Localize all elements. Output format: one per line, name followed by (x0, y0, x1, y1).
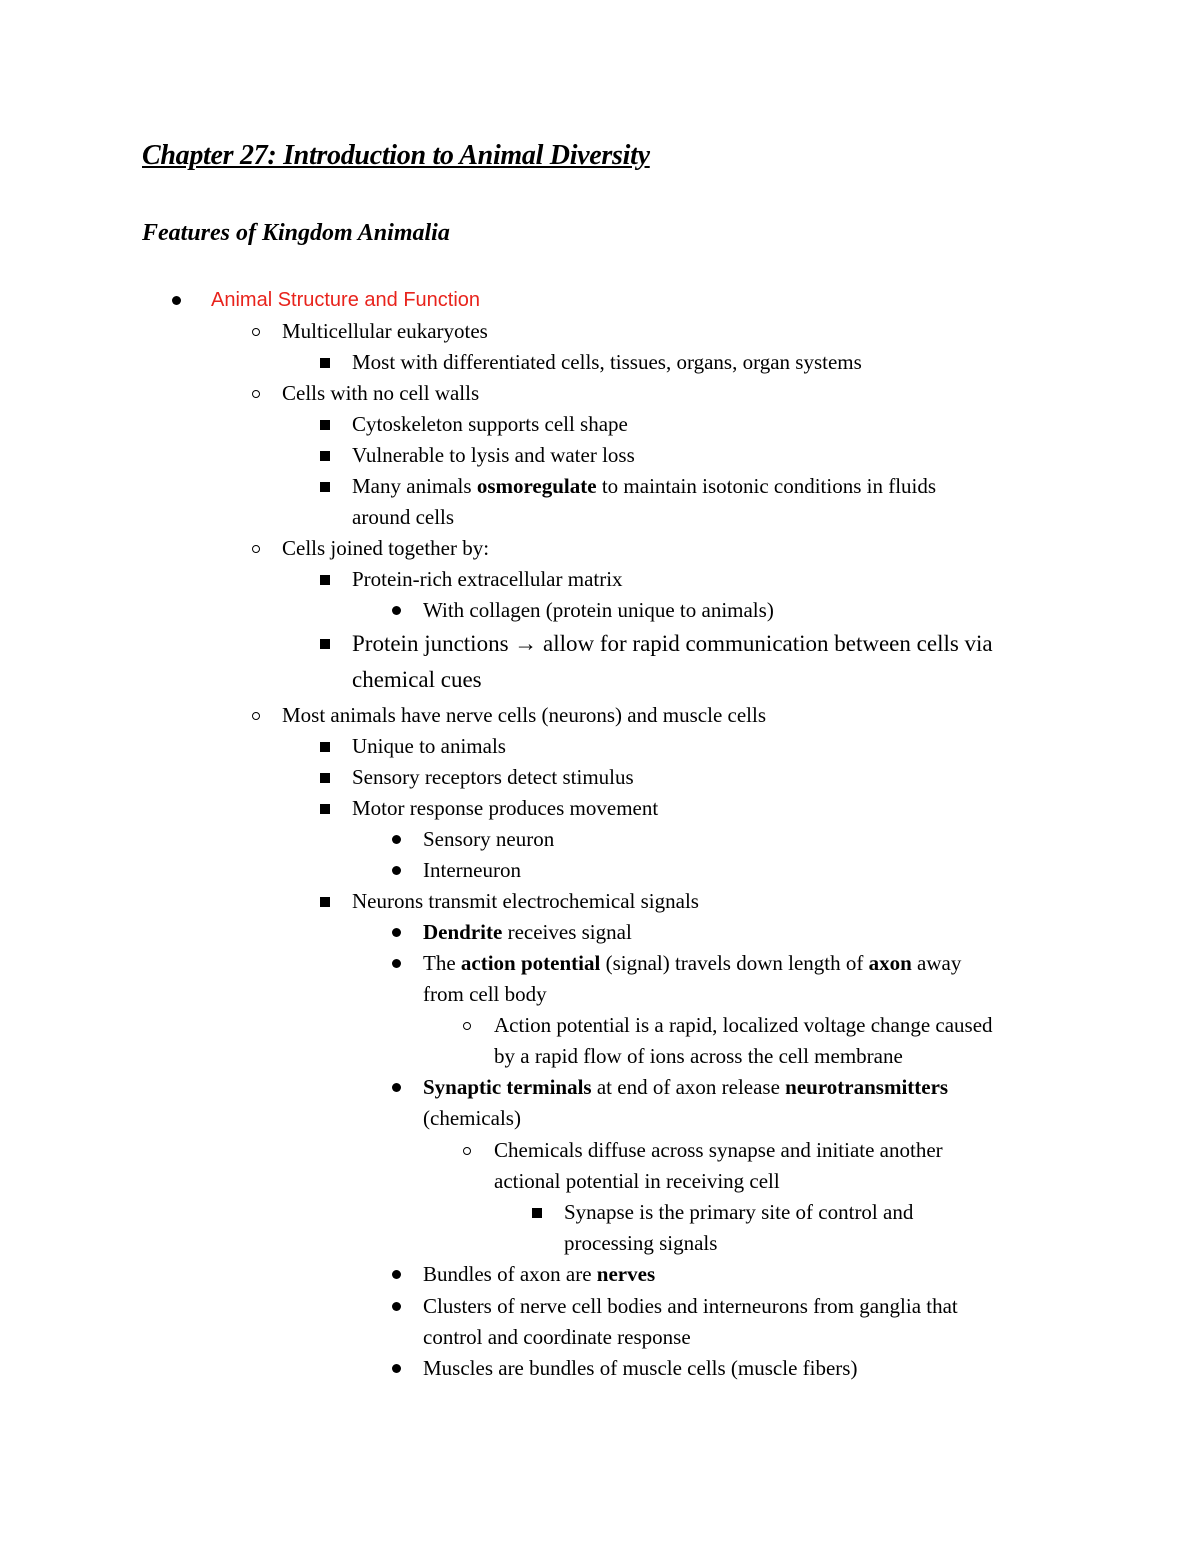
list-item: Cytoskeleton supports cell shape (352, 412, 628, 436)
bullet-square-icon (315, 793, 335, 824)
bullet-square-icon (315, 886, 335, 917)
bullet-square-icon (315, 762, 335, 793)
list-item: Unique to animals (352, 734, 506, 758)
bullet-circle-icon (457, 1135, 477, 1166)
list-item: Synaptic terminals at end of axon release neurotransmitters (423, 1075, 949, 1099)
bullet-square-icon (315, 731, 335, 762)
list-item: Dendrite receives signal (423, 920, 632, 944)
list-item: Most with differentiated cells, tissues, organs, organ systems (352, 350, 862, 374)
list-item: Clusters of nerve cell bodies and interneurons from ganglia that (423, 1294, 958, 1318)
list-item: Interneuron (423, 858, 521, 882)
bullet-circle-icon (457, 1010, 477, 1041)
chapter-title: Chapter 27: Introduction to Animal Diversity (142, 140, 650, 171)
list-item: Multicellular eukaryotes (282, 319, 488, 343)
list-item-continuation: control and coordinate response (423, 1325, 691, 1349)
list-item-continuation: actional potential in receiving cell (494, 1169, 780, 1193)
bullet-disc-icon (386, 855, 406, 886)
list-item: Synapse is the primary site of control and (564, 1200, 914, 1224)
bullet-circle-icon (246, 533, 266, 564)
list-item: Protein junctions → allow for rapid communication between cells via (352, 631, 993, 656)
list-item: Sensory neuron (423, 827, 555, 851)
list-item: Sensory receptors detect stimulus (352, 765, 634, 789)
bullet-square-icon (315, 440, 335, 471)
bullet-square-icon (527, 1197, 547, 1228)
list-item: Cells joined together by: (282, 536, 490, 560)
bullet-circle-icon (246, 316, 266, 347)
bullet-disc-icon (386, 595, 406, 626)
list-item: Bundles of axon are nerves (423, 1262, 656, 1286)
bullet-square-icon (315, 471, 335, 502)
bullet-disc-icon (386, 1259, 406, 1290)
bullet-square-icon (315, 409, 335, 440)
list-item: Motor response produces movement (352, 796, 659, 820)
bullet-disc-icon (386, 1072, 406, 1103)
list-item-continuation: processing signals (564, 1231, 718, 1255)
list-item-continuation: (chemicals) (423, 1106, 521, 1130)
list-item-continuation: chemical cues (352, 667, 482, 692)
bullet-square-icon (315, 564, 335, 595)
list-item: Most animals have nerve cells (neurons) and muscle cells (282, 703, 767, 727)
list-item: Cells with no cell walls (282, 381, 480, 405)
list-item: With collagen (protein unique to animals) (423, 598, 774, 622)
bullet-square-icon (315, 628, 335, 659)
bullet-disc-icon (386, 824, 406, 855)
bullet-disc-icon (166, 285, 186, 316)
list-item-continuation: around cells (352, 505, 455, 529)
list-item: Vulnerable to lysis and water loss (352, 443, 635, 467)
section-heading: Features of Kingdom Animalia (142, 220, 450, 246)
bullet-disc-icon (386, 917, 406, 948)
list-item: Protein-rich extracellular matrix (352, 567, 623, 591)
list-item: The action potential (signal) travels down length of axon away (423, 951, 962, 975)
list-item: Many animals osmoregulate to maintain isotonic conditions in fluids (352, 474, 937, 498)
list-item: Muscles are bundles of muscle cells (muscle fibers) (423, 1356, 858, 1380)
list-item: Action potential is a rapid, localized voltage change caused (494, 1013, 993, 1037)
bullet-disc-icon (386, 1291, 406, 1322)
list-item-continuation: from cell body (423, 982, 547, 1006)
list-item: Animal Structure and Function (211, 289, 481, 311)
bullet-disc-icon (386, 1353, 406, 1384)
list-item: Neurons transmit electrochemical signals (352, 889, 699, 913)
bullet-circle-icon (246, 700, 266, 731)
bullet-circle-icon (246, 378, 266, 409)
list-item-continuation: by a rapid flow of ions across the cell membrane (494, 1044, 903, 1068)
bullet-square-icon (315, 347, 335, 378)
bullet-disc-icon (386, 948, 406, 979)
list-item: Chemicals diffuse across synapse and initiate another (494, 1138, 943, 1162)
